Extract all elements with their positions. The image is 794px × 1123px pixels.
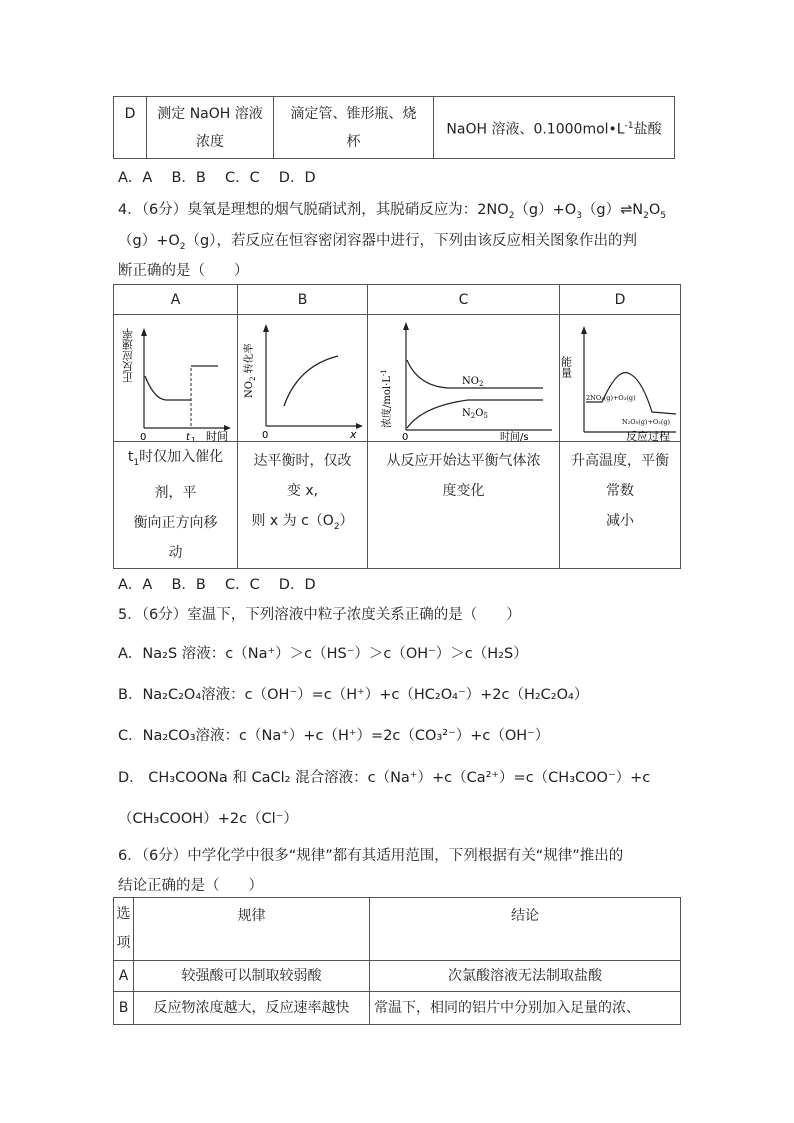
graph-b-curve (284, 356, 338, 406)
graph-c-ylabel (380, 369, 393, 428)
q6-stem-line1: 6．（6分）中学化学中很多“规律”都有其适用范围，下列根据有关“规律”推出的 (118, 848, 624, 864)
q6-row-b-opt: B (114, 992, 134, 1025)
desc-a-t-sub: 1 (133, 457, 140, 468)
graph-c-origin: 0 (402, 431, 409, 441)
graph-d-ylabel: 能量 (560, 355, 573, 378)
desc-a-t: t (127, 449, 134, 465)
desc-a-line3: 衡向正方向移 (133, 514, 218, 531)
q6-header-rule: 规律 (134, 898, 370, 961)
q6-header-option-2: 项 (116, 935, 131, 951)
row-d-experiment (147, 97, 274, 159)
graph-b-ylabel-post: 转化率 (244, 342, 255, 377)
graph-a-t1: t (186, 431, 190, 441)
row-d-experiment-line1: 测定 NaOH 溶液 (157, 105, 263, 122)
desc-b-line2: 变 x, (286, 483, 319, 499)
graph-a-t1-sub: 1 (191, 435, 196, 441)
graph-b-cell (238, 315, 368, 442)
row-d-reagents-sup: -1 (624, 120, 634, 131)
row-d-reagents (434, 97, 675, 159)
desc-c-line2: 度变化 (442, 483, 485, 499)
q5-option-c: C．Na₂CO₃溶液：c（Na⁺）+c（H⁺）=2c（CO₃²⁻）+c（OH⁻） (118, 728, 550, 744)
q5-option-b: B．Na₂C₂O₄溶液：c（OH⁻）=c（H⁺）+c（HC₂O₄⁻）+2c（H₂C₂O₄） (118, 687, 589, 703)
desc-b-line3 (238, 506, 367, 542)
q5-option-d-line2: （CH₃COOH）+2c（Cl⁻） (118, 811, 298, 827)
q4-line2-sub: 2 (179, 241, 186, 252)
desc-a-line2: 剂，平 (154, 484, 197, 501)
graph-a-y-arrow (141, 328, 147, 336)
graph-c-cell (368, 315, 560, 442)
q6-row-b (114, 992, 681, 1025)
graph-d-xlabel: 反应过程 (626, 429, 670, 441)
q4-line2-b: （g），若反应在恒容密闭容器中进行，下列由该反应相关图象作出的判 (185, 233, 637, 249)
q4-desc-b (238, 442, 368, 569)
q6-row-a (114, 961, 681, 992)
graph-b-y-arrow (263, 324, 269, 332)
graph-a-cell (114, 315, 238, 442)
desc-d-line3: 减小 (606, 513, 634, 529)
graph-c-ylabel-group (380, 369, 393, 428)
q6-row-a-conclusion: 次氯酸溶液无法制取盐酸 (370, 961, 681, 992)
graph-d-y-arrow (581, 326, 587, 334)
q4-stem-line2 (118, 229, 637, 252)
q6-table (113, 897, 681, 1025)
row-d-reagents-post: 盐酸 (633, 121, 662, 138)
graph-c-label-no2-text: NO (462, 375, 479, 387)
q4-desc-c (368, 442, 560, 569)
q6-row-b-rule: 反应物浓度越大，反应速率越快 (134, 992, 370, 1025)
q4-table (113, 284, 681, 569)
q4-line1-sub4: 5 (660, 210, 667, 221)
q6-stem-line2: 结论正确的是（ ） (118, 878, 263, 894)
row-d-instruments (274, 97, 434, 159)
graph-d-label1: 2NO₂(g)+O₃(g) (586, 393, 636, 402)
q6-row-b-conclusion: 常温下，相同的铝片中分别加入足量的浓、 (370, 992, 681, 1025)
graph-a-ylabel: 正反应速率 (121, 327, 135, 383)
graph-b-ylabel (242, 343, 257, 398)
row-d-instruments-line1: 滴定管、锥形瓶、烧 (290, 105, 417, 122)
q4-line1-d: O (648, 202, 661, 218)
graph-a (114, 316, 236, 441)
desc-a-line1 (114, 442, 237, 478)
desc-d-line1: 升高温度，平衡 (571, 453, 669, 469)
q5-stem: 5．（6分）室温下，下列溶液中粒子浓度关系正确的是（ ） (118, 607, 521, 623)
q4-line2-a: （g）+O (118, 233, 180, 249)
q4-stem-line3: 断正确的是（ ） (118, 263, 249, 279)
q4-line1-sub3: 2 (643, 210, 649, 221)
q5-option-a: A．Na₂S 溶液：c（Na⁺）＞c（HS⁻）＞c（OH⁻）＞c（H₂S） (118, 646, 528, 662)
q6-header-option-1: 选 (116, 906, 131, 922)
desc-b-line3-b: ） (339, 513, 354, 529)
graph-c (368, 316, 558, 441)
graph-c-label-no2-sub: 2 (478, 379, 484, 388)
graph-b-origin: 0 (262, 429, 269, 441)
graph-d (560, 316, 680, 441)
graph-d-label2: N₂O₅(g)+O₂(g) (622, 417, 671, 426)
row-d-experiment-line2: 浓度 (196, 133, 224, 150)
desc-a-text1: 时仅加入催化 (139, 449, 224, 465)
row-d-instruments-line2: 杯 (346, 133, 361, 150)
desc-b-line3-sub: 2 (333, 521, 340, 532)
graph-c-label-n2o5-sub2: 5 (483, 411, 488, 420)
q6-row-a-rule: 较强酸可以制取较弱酸 (134, 961, 370, 992)
graph-b-ylabel-group (242, 343, 257, 398)
graph-a-origin: 0 (140, 431, 147, 441)
q4-options: A．A B．B C．C D．D (118, 577, 316, 593)
graph-b (238, 316, 366, 441)
graph-c-label-n2o5-o: O (475, 407, 484, 419)
row-d-reagents-text: NaOH 溶液、0.1000mol•L (446, 121, 625, 138)
desc-b-line3-a: 则 x 为 c（O (251, 513, 334, 529)
q4-line1-sub2: 3 (576, 210, 582, 221)
graph-a-xlabel: 时间 (206, 429, 228, 441)
graph-b-ylabel-sub: 2 (249, 376, 257, 381)
q4-line1-sub: 2 (508, 210, 515, 221)
graph-c-y-arrow (403, 322, 409, 330)
q4-header-c: C (368, 285, 560, 315)
q6-header-conclusion: 结论 (370, 898, 681, 961)
graph-c-label-n2o5 (462, 408, 488, 420)
q4-header-b: B (238, 285, 368, 315)
q4-stem-line1 (118, 198, 666, 221)
q3-options: A．A B．B C．C D．D (118, 170, 316, 186)
desc-d-line2: 常数 (606, 483, 634, 499)
graph-b-x-arrow (356, 423, 363, 429)
graph-a-curve1 (145, 376, 191, 400)
graph-c-label-no2 (462, 376, 483, 388)
q4-desc-a (114, 442, 238, 569)
q4-line1-a: 4．（6分）臭氧是理想的烟气脱硝试剂，其脱硝反应为：2NO (118, 202, 509, 218)
q6-header-option (114, 898, 134, 961)
q5-option-d-line1: D． CH₃COONa 和 CaCl₂ 混合溶液：c（Na⁺）+c（Ca²⁺）=c（CH₃COO⁻）+c (118, 770, 651, 786)
q4-header-d: D (560, 285, 681, 315)
graph-c-ylabel-text: 浓度/mol·L (382, 375, 393, 428)
q6-row-a-opt: A (114, 961, 134, 992)
graph-c-label-n2o5-sub: 2 (470, 411, 476, 420)
graph-c-label-n2o5-n: N (462, 407, 471, 419)
desc-b-line1: 达平衡时，仅改 (253, 453, 352, 469)
row-d-letter: D (114, 97, 147, 159)
q4-desc-d (560, 442, 681, 569)
q4-header-a: A (114, 285, 238, 315)
graph-b-ylabel-pre: NO (244, 380, 255, 398)
graph-b-xlabel: x (350, 427, 357, 441)
q4-line1-b: （g）+O (514, 202, 577, 218)
graph-d-cell (560, 315, 681, 442)
q4-line1-c: （g）⇌N (581, 202, 644, 218)
graph-c-xlabel: 时间/s (500, 431, 529, 441)
desc-a-line4: 动 (168, 544, 183, 561)
desc-c-line1: 从反应开始达平衡气体浓 (386, 453, 541, 469)
q3-table-row-d (113, 96, 675, 159)
graph-c-ylabel-sup: -1 (380, 368, 388, 376)
